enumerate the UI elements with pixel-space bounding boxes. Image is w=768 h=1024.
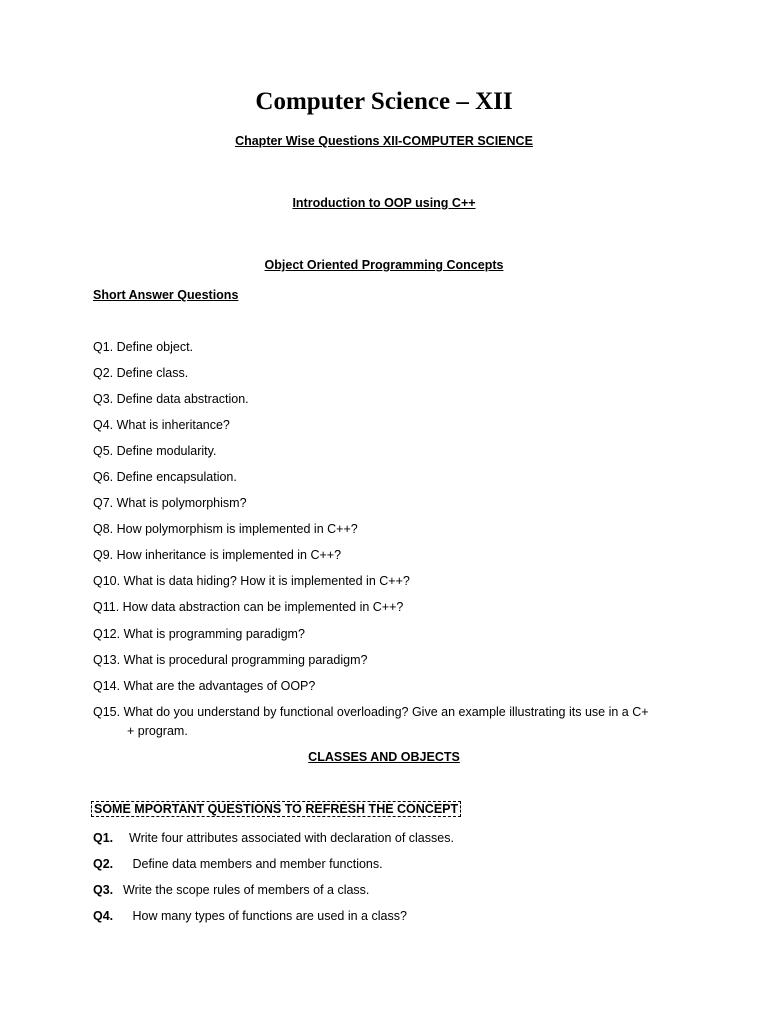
chapter-heading: Introduction to OOP using C++ [292,196,476,210]
question-item: Q9. How inheritance is implemented in C++? [93,548,342,562]
question-item: Q5. Define modularity. [93,444,217,458]
question-number: Q4. [93,909,114,923]
question-item: Q7. What is polymorphism? [93,496,247,510]
question-item: Q12. What is programming paradigm? [93,627,305,641]
concept-question [93,830,454,846]
question-item: Q13. What is procedural programming paradigm? [93,653,368,667]
question-text: How many types of functions are used in a class? [129,909,407,923]
question-item: Q8. How polymorphism is implemented in C++? [93,522,358,536]
document-title: Computer Science – XII [255,88,513,115]
question-item: Q1. Define object. [93,340,194,354]
classes-heading: CLASSES AND OBJECTS [308,750,460,764]
concept-question [93,908,407,924]
boxed-heading [91,801,461,817]
section-heading: Object Oriented Programming Concepts [264,258,504,272]
concept-question [93,882,369,898]
question-item: Q11. How data abstraction can be implemented in C++? [93,600,404,614]
question-text: Write the scope rules of members of a class. [123,883,370,897]
question-number: Q2. [93,857,114,871]
question-item: Q10. What is data hiding? How it is implemented in C++? [93,574,410,588]
question-item: Q15. What do you understand by functional overloading? Give an example illustrating its use in a C+ [93,705,649,719]
question-item: Q3. Define data abstraction. [93,392,249,406]
question-text: Define data members and member functions. [129,857,383,871]
question-number: Q1. [93,831,114,845]
subtitle: Chapter Wise Questions XII-COMPUTER SCIENCE [235,134,533,148]
question-item: Q6. Define encapsulation. [93,470,237,484]
question-item: Q4. What is inheritance? [93,418,230,432]
concept-question [93,856,383,872]
question-item: Q2. Define class. [93,366,189,380]
short-answer-heading: Short Answer Questions [93,288,239,302]
question-number: Q3. [93,883,114,897]
question-text: Write four attributes associated with declaration of classes. [129,831,454,845]
boxed-heading-text: SOME MPORTANT QUESTIONS TO REFRESH THE CONCEPT [91,801,461,817]
question-continuation: + program. [127,724,188,738]
question-item: Q14. What are the advantages of OOP? [93,679,316,693]
